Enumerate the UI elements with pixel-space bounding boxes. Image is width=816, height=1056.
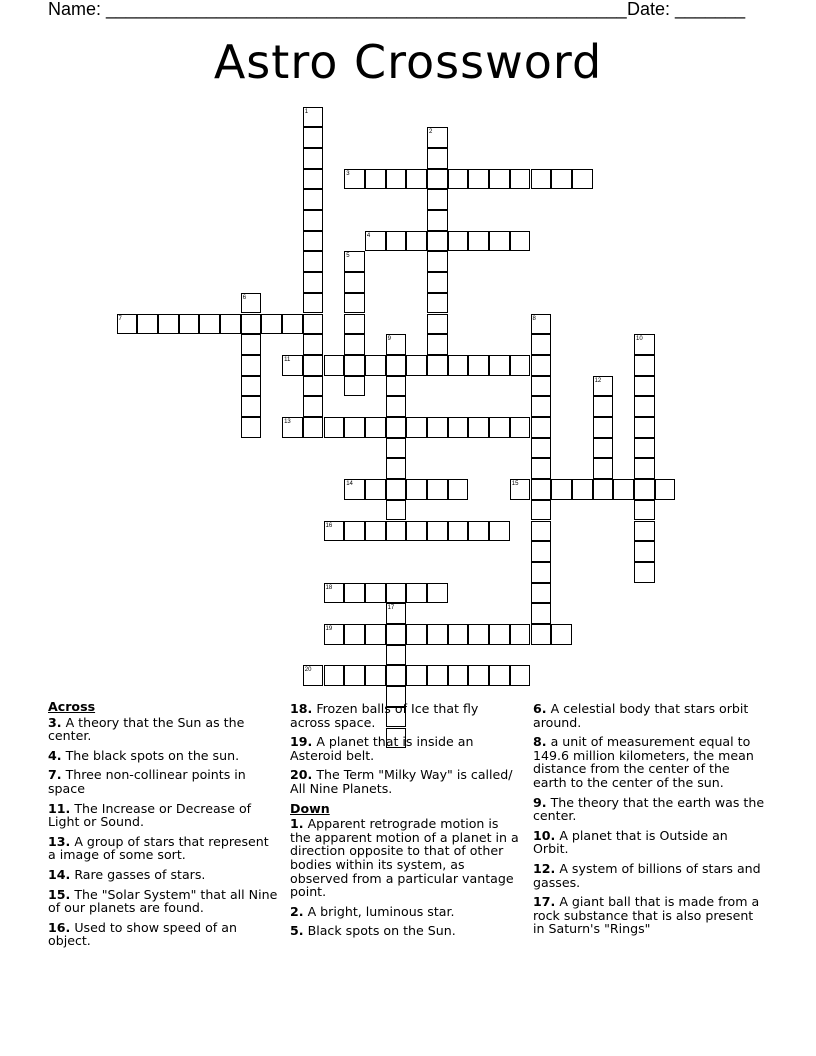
grid-cell[interactable] — [344, 314, 365, 335]
clue-number-label: 1. — [290, 816, 304, 832]
grid-cell[interactable] — [427, 479, 448, 500]
grid-cell[interactable] — [489, 624, 510, 645]
grid-cell[interactable] — [303, 314, 324, 335]
grid-cell[interactable] — [324, 417, 345, 438]
grid-cell[interactable] — [344, 376, 365, 397]
clue-number-label: 11. — [48, 800, 71, 816]
clue-number: 5 — [346, 253, 350, 260]
grid-cell[interactable] — [386, 645, 407, 666]
grid-cell[interactable] — [303, 417, 324, 438]
clue-text: A theory that the Sun as the center. — [48, 714, 245, 744]
grid-cell[interactable] — [365, 417, 386, 438]
grid-cell[interactable] — [634, 562, 655, 583]
clue-number: 4 — [366, 232, 371, 239]
page-title: Astro Crossword — [213, 35, 603, 89]
grid-cell[interactable] — [572, 169, 593, 190]
grid-cell[interactable] — [510, 355, 531, 376]
clue-number-label: 4. — [48, 747, 62, 763]
grid-cell[interactable] — [448, 665, 469, 686]
down-clue-1 — [290, 817, 522, 899]
grid-cell[interactable] — [386, 624, 407, 645]
grid-cell[interactable] — [427, 521, 448, 542]
grid-cell[interactable] — [365, 479, 386, 500]
grid-cell[interactable] — [303, 376, 324, 397]
grid-cell[interactable] — [365, 665, 386, 686]
grid-cell[interactable] — [344, 665, 365, 686]
clue-text: Black spots on the Sun. — [303, 923, 456, 939]
across-clue-20 — [290, 768, 522, 795]
grid-cell[interactable] — [468, 665, 489, 686]
clues-column-3 — [533, 702, 765, 942]
clue-text: The Term "Milky Way" is called/ All Nine Planets. — [290, 767, 513, 796]
grid-cell[interactable] — [427, 583, 448, 604]
down-clue-6 — [533, 702, 765, 729]
grid-cell[interactable] — [261, 314, 282, 335]
clue-number: 2 — [429, 129, 433, 136]
grid-cell[interactable] — [282, 314, 303, 335]
grid-cell[interactable] — [427, 314, 448, 335]
grid-cell[interactable] — [448, 479, 469, 500]
grid-cell[interactable] — [489, 665, 510, 686]
clue-text: Apparent retrograde motion is the apparent motion of a planet in a direction opposite to that of other bodies within its system, as observed from a particular vantage point. — [290, 816, 519, 900]
across-clue-3 — [48, 716, 280, 743]
across-clue-7 — [48, 768, 280, 795]
grid-cell[interactable] — [531, 334, 552, 355]
clue-number-label: 19. — [290, 734, 313, 750]
grid-cell[interactable] — [386, 396, 407, 417]
grid-cell[interactable] — [344, 583, 365, 604]
grid-cell[interactable] — [448, 231, 469, 252]
grid-cell[interactable] — [634, 417, 655, 438]
down-clue-10 — [533, 829, 765, 856]
grid-cell[interactable] — [303, 251, 324, 272]
grid-cell[interactable] — [386, 169, 407, 190]
grid-cell[interactable] — [531, 624, 552, 645]
grid-cell[interactable] — [531, 500, 552, 521]
across-clue-13 — [48, 835, 280, 862]
grid-cell[interactable] — [344, 521, 365, 542]
clue-text: A planet that is inside an Asteroid belt. — [290, 734, 474, 763]
clue-number: 20 — [304, 667, 312, 674]
clue-text: A bright, luminous star. — [303, 903, 455, 919]
grid-cell[interactable] — [531, 603, 552, 624]
clue-number-label: 10. — [533, 827, 556, 843]
grid-cell[interactable] — [427, 148, 448, 169]
grid-cell[interactable] — [406, 479, 427, 500]
grid-cell[interactable] — [448, 521, 469, 542]
grid-cell[interactable] — [406, 231, 427, 252]
grid-cell[interactable] — [531, 541, 552, 562]
clue-number: 15 — [511, 481, 519, 488]
clue-text: Used to show speed of an object. — [48, 919, 237, 949]
down-clue-2 — [290, 905, 522, 919]
grid-cell[interactable] — [241, 376, 262, 397]
grid-cell[interactable] — [344, 334, 365, 355]
clue-number: 16 — [325, 522, 333, 529]
clue-number: 17 — [387, 605, 395, 612]
clue-number-label: 9. — [533, 794, 547, 810]
grid-cell[interactable] — [241, 417, 262, 438]
grid-cell[interactable] — [386, 521, 407, 542]
grid-cell[interactable] — [572, 479, 593, 500]
clue-number: 19 — [325, 626, 333, 632]
across-clue-14 — [48, 868, 280, 882]
grid-cell[interactable] — [489, 169, 510, 190]
grid-cell[interactable] — [365, 169, 386, 190]
clue-text: The black spots on the sun. — [61, 747, 240, 763]
grid-cell[interactable] — [593, 396, 614, 417]
grid-cell[interactable] — [531, 417, 552, 438]
grid-cell[interactable] — [427, 189, 448, 210]
clue-text: A giant ball that is made from a rock substance that is also present in Saturn's "Rings" — [533, 894, 760, 937]
across-heading: Across — [48, 699, 96, 714]
grid-cell[interactable] — [241, 334, 262, 355]
grid-cell[interactable] — [634, 521, 655, 542]
grid-cell[interactable] — [365, 583, 386, 604]
grid-cell[interactable] — [303, 148, 324, 169]
grid-cell[interactable] — [406, 624, 427, 645]
across-clue-15 — [48, 888, 280, 915]
grid-cell[interactable] — [427, 334, 448, 355]
clue-number: 12 — [594, 377, 602, 384]
clue-number-label: 13. — [48, 833, 71, 849]
grid-cell[interactable] — [303, 210, 324, 231]
down-clue-5 — [290, 924, 522, 938]
across-clue-18 — [290, 702, 522, 729]
grid-cell[interactable] — [303, 189, 324, 210]
clue-number-label: 14. — [48, 866, 71, 882]
grid-cell[interactable] — [386, 355, 407, 376]
grid-cell[interactable] — [531, 479, 552, 500]
grid-cell[interactable] — [448, 169, 469, 190]
grid-cell[interactable] — [324, 355, 345, 376]
grid-cell[interactable] — [386, 479, 407, 500]
grid-cell[interactable] — [531, 438, 552, 459]
grid-cell[interactable] — [427, 272, 448, 293]
clue-number-label: 3. — [48, 714, 62, 730]
clue-number-label: 8. — [533, 734, 547, 750]
clue-text: The Increase or Decrease of Light or Sound. — [48, 800, 252, 830]
down-clue-8 — [533, 735, 765, 789]
grid-cell[interactable] — [179, 314, 200, 335]
grid-cell[interactable] — [303, 231, 324, 252]
grid-cell[interactable] — [386, 665, 407, 686]
grid-cell[interactable] — [531, 458, 552, 479]
grid-cell[interactable] — [593, 417, 614, 438]
date-label: Date: — [627, 0, 671, 19]
grid-cell[interactable] — [551, 169, 572, 190]
clue-text: a unit of measurement equal to 149.6 million kilometers, the mean distance from the center of the earth to the center of the sun. — [533, 734, 754, 790]
grid-cell[interactable] — [406, 355, 427, 376]
grid-cell[interactable] — [386, 231, 407, 252]
grid-cell[interactable] — [344, 272, 365, 293]
clues-column-2 — [290, 702, 522, 944]
name-line: ____________________________________________________ — [106, 0, 627, 19]
clue-number-label: 12. — [533, 860, 556, 876]
grid-cell[interactable] — [634, 541, 655, 562]
grid-cell[interactable] — [406, 169, 427, 190]
grid-cell[interactable] — [510, 624, 531, 645]
clue-number-label: 7. — [48, 767, 62, 783]
grid-cell[interactable] — [427, 355, 448, 376]
grid-cell[interactable] — [634, 479, 655, 500]
grid-cell[interactable] — [241, 396, 262, 417]
clue-number: 9 — [387, 336, 391, 343]
grid-cell[interactable] — [137, 314, 158, 335]
grid-cell[interactable] — [634, 355, 655, 376]
clue-text: Frozen balls of Ice that fly across space. — [290, 701, 479, 730]
grid-cell[interactable] — [324, 665, 345, 686]
grid-cell[interactable] — [510, 231, 531, 252]
grid-cell[interactable] — [365, 624, 386, 645]
grid-cell[interactable] — [406, 665, 427, 686]
clue-number-label: 18. — [290, 701, 313, 716]
grid-cell[interactable] — [303, 127, 324, 148]
clue-text: The theory that the earth was the center. — [533, 794, 765, 824]
grid-cell[interactable] — [468, 169, 489, 190]
grid-cell[interactable] — [634, 396, 655, 417]
grid-cell[interactable] — [634, 438, 655, 459]
grid-cell[interactable] — [634, 376, 655, 397]
grid-cell[interactable] — [489, 355, 510, 376]
down-clue-12 — [533, 862, 765, 889]
grid-cell[interactable] — [551, 479, 572, 500]
clue-number-label: 17. — [533, 894, 556, 910]
down-clue-17 — [533, 895, 765, 936]
clue-number-label: 5. — [290, 923, 304, 939]
clue-number: 13 — [284, 419, 291, 425]
clue-number: 7 — [118, 315, 122, 322]
grid-cell[interactable] — [427, 665, 448, 686]
grid-cell[interactable] — [531, 562, 552, 583]
down-clue-9 — [533, 796, 765, 823]
grid-cell[interactable] — [303, 169, 324, 190]
grid-cell[interactable] — [531, 521, 552, 542]
grid-cell[interactable] — [199, 314, 220, 335]
grid-cell[interactable] — [468, 417, 489, 438]
clue-number-label: 6. — [533, 701, 547, 716]
grid-cell[interactable] — [303, 334, 324, 355]
grid-cell[interactable] — [489, 231, 510, 252]
grid-cell[interactable] — [510, 665, 531, 686]
grid-cell[interactable] — [634, 458, 655, 479]
clue-text: Three non-collinear points in space — [48, 767, 246, 796]
clue-number: 14 — [346, 481, 353, 488]
grid-cell[interactable] — [510, 169, 531, 190]
grid-cell[interactable] — [427, 624, 448, 645]
grid-cell[interactable] — [510, 417, 531, 438]
grid-cell[interactable] — [427, 417, 448, 438]
grid-cell[interactable] — [386, 376, 407, 397]
grid-cell[interactable] — [241, 355, 262, 376]
across-clue-11 — [48, 802, 280, 829]
grid-cell[interactable] — [220, 314, 241, 335]
clue-number-label: 15. — [48, 886, 71, 902]
grid-cell[interactable] — [386, 458, 407, 479]
grid-cell[interactable] — [551, 624, 572, 645]
clue-text: A system of billions of stars and gasses. — [533, 860, 761, 890]
grid-cell[interactable] — [158, 314, 179, 335]
grid-cell[interactable] — [427, 169, 448, 190]
grid-cell[interactable] — [386, 417, 407, 438]
grid-cell[interactable] — [634, 500, 655, 521]
grid-cell[interactable] — [448, 355, 469, 376]
date-line: _______ — [675, 0, 746, 19]
clue-number: 8 — [532, 315, 536, 322]
grid-cell[interactable] — [489, 521, 510, 542]
grid-cell[interactable] — [386, 583, 407, 604]
grid-cell[interactable] — [406, 417, 427, 438]
clue-number: 10 — [636, 336, 643, 343]
grid-cell[interactable] — [303, 396, 324, 417]
grid-cell[interactable] — [531, 355, 552, 376]
grid-cell[interactable] — [344, 417, 365, 438]
grid-cell[interactable] — [406, 521, 427, 542]
grid-cell[interactable] — [365, 521, 386, 542]
grid-cell[interactable] — [655, 479, 676, 500]
name-label: Name: — [48, 0, 102, 19]
grid-cell[interactable] — [531, 396, 552, 417]
clue-text: A group of stars that represent a image of some sort. — [48, 833, 269, 863]
across-clue-16 — [48, 921, 280, 948]
clue-text: A celestial body that stars orbit around. — [533, 701, 749, 730]
grid-cell[interactable] — [613, 479, 634, 500]
grid-cell[interactable] — [386, 438, 407, 459]
grid-cell[interactable] — [303, 272, 324, 293]
grid-cell[interactable] — [593, 479, 614, 500]
grid-cell[interactable] — [303, 355, 324, 376]
grid-cell[interactable] — [365, 355, 386, 376]
clue-number: 1 — [304, 108, 309, 115]
grid-cell[interactable] — [531, 169, 552, 190]
grid-cell[interactable] — [344, 355, 365, 376]
clue-number-label: 20. — [290, 767, 313, 783]
grid-cell[interactable] — [344, 624, 365, 645]
grid-cell[interactable] — [427, 293, 448, 314]
grid-cell[interactable] — [344, 293, 365, 314]
clue-number: 18 — [325, 584, 333, 591]
clue-text: A planet that is Outside an Orbit. — [533, 827, 728, 857]
grid-cell[interactable] — [427, 210, 448, 231]
clue-number: 11 — [284, 356, 291, 363]
grid-cell[interactable] — [531, 376, 552, 397]
clue-text: Rare gasses of stars. — [70, 866, 206, 882]
grid-cell[interactable] — [468, 231, 489, 252]
grid-cell[interactable] — [593, 438, 614, 459]
clue-number: 6 — [242, 294, 247, 301]
clue-text: The "Solar System" that all Nine of our planets are found. — [48, 886, 278, 916]
clues-column-1 — [48, 700, 280, 954]
grid-cell[interactable] — [303, 293, 324, 314]
grid-cell[interactable] — [241, 314, 262, 335]
clue-number-label: 2. — [290, 903, 304, 919]
grid-cell[interactable] — [489, 417, 510, 438]
grid-cell[interactable] — [468, 624, 489, 645]
clue-number-label: 16. — [48, 919, 71, 935]
across-clue-19 — [290, 735, 522, 762]
grid-cell[interactable] — [468, 355, 489, 376]
grid-cell[interactable] — [593, 458, 614, 479]
across-clue-4 — [48, 749, 280, 763]
grid-cell[interactable] — [427, 251, 448, 272]
grid-cell[interactable] — [427, 231, 448, 252]
grid-cell[interactable] — [468, 521, 489, 542]
grid-cell[interactable] — [531, 583, 552, 604]
grid-cell[interactable] — [386, 500, 407, 521]
down-heading: Down — [290, 800, 330, 816]
grid-cell[interactable] — [406, 583, 427, 604]
grid-cell[interactable] — [448, 417, 469, 438]
clue-number: 3 — [346, 170, 350, 177]
grid-cell[interactable] — [448, 624, 469, 645]
